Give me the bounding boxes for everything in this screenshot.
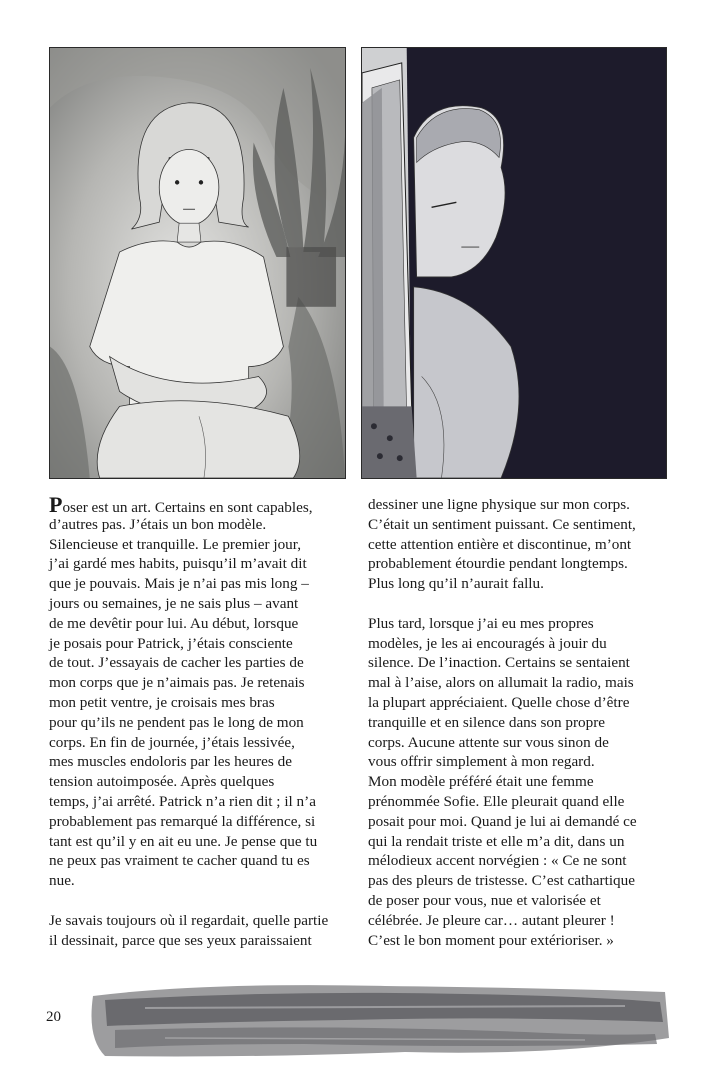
paragraph-line: pas des pleurs de tristesse. C’est cathartique — [368, 872, 635, 890]
paragraph-line: tension autoimposée. Après quelques — [49, 773, 275, 791]
paragraph-line: de me devêtir pour lui. Au début, lorsque — [49, 614, 299, 632]
paragraph-line: Silencieuse et tranquille. Le premier jour, — [49, 535, 302, 553]
paragraph-line: Je savais toujours où il regardait, quelle partie — [49, 911, 329, 929]
ink-brush-stroke — [85, 978, 670, 1060]
paragraph-line: Poser est un art. Certains en sont capables, — [49, 492, 313, 517]
page-number: 20 — [46, 1009, 61, 1025]
paragraph-line: dessiner une ligne physique sur mon corps. — [368, 496, 630, 513]
paragraph-line: d’autres pas. J’étais un bon modèle. — [49, 515, 267, 533]
paragraph-line: célébrée. Je pleure car… autant pleurer ! — [368, 911, 615, 929]
paragraph-line: cette attention entière et discontinue, m’ont — [368, 535, 632, 553]
paragraph-line: prénommée Sofie. Elle pleurait quand elle — [368, 792, 625, 810]
paragraph-line: vous offrir simplement à mon regard. — [368, 753, 595, 771]
paragraph-line: mon corps que je n’aimais pas. Je retenais — [49, 674, 305, 692]
paragraph-line: de tout. J’essayais de cacher les parties de — [49, 654, 304, 672]
paragraph-line: de poser pour vous, nue et valorisée et — [368, 891, 601, 909]
paragraph-line: probablement étourdie pendant longtemps. — [368, 555, 628, 573]
illustration-seated-woman — [49, 47, 346, 479]
paragraph-line: que je pouvais. Mais je n’ai pas mis long – — [49, 575, 309, 593]
man-behind-easel-painting — [362, 48, 666, 478]
text-column-right — [368, 495, 668, 950]
paragraph-line: tant est qu’il y en ait eu une. Je pense que tu — [49, 832, 318, 850]
text-column-left — [49, 492, 349, 950]
paragraph-line: modèles, je les ai encouragés à jouir du — [368, 634, 607, 652]
paragraph-line: Plus tard, lorsque j’ai eu mes propres — [368, 614, 594, 632]
paragraph-line: mes muscles endoloris par les heures de — [49, 753, 292, 771]
paragraph-line: pour qu’ils ne pendent pas le long de mon — [49, 713, 304, 731]
drop-cap: P — [49, 492, 63, 517]
paragraph-line: je posais pour Patrick, j’étais consciente — [49, 634, 293, 652]
paragraph-line: silence. De l’inaction. Certains se sentaient — [368, 654, 630, 672]
paragraph-line: Mon modèle préféré était une femme — [368, 773, 594, 791]
paragraph-line: qui la rendait triste et elle m’a dit, dans un — [368, 832, 625, 850]
paragraph-line: mal à l’aise, alors on allumait la radio, mais — [368, 674, 634, 692]
paragraph-line: nue. — [49, 872, 75, 890]
paragraph-line: jours ou semaines, je ne sais plus – avant — [49, 594, 299, 612]
paragraph-line: C’était un sentiment puissant. Ce sentiment, — [368, 515, 636, 533]
paragraph-line: temps, j’ai arrêté. Patrick n’a rien dit ; il n’a — [49, 792, 316, 810]
paragraph-gap — [368, 594, 668, 614]
seated-woman-painting — [50, 48, 345, 478]
paragraph-line: tranquille et en silence dans son propre — [368, 713, 606, 731]
paragraph-line: il dessinait, parce que ses yeux paraissaient — [49, 931, 312, 949]
paragraph-line: corps. En fin de journée, j’étais lessivée, — [49, 733, 295, 751]
illustration-man-behind-easel — [361, 47, 667, 479]
paragraph-line: posait pour moi. Quand je lui ai demandé ce — [368, 812, 637, 830]
paragraph-line: corps. Aucune attente sur vous sinon de — [368, 733, 609, 751]
paragraph-line: probablement pas remarqué la différence, si — [49, 812, 316, 830]
paragraph-line: j’ai gardé mes habits, puisqu’il m’avait dit — [49, 555, 307, 573]
paragraph-line: la plupart appréciaient. Quelle chose d’être — [368, 693, 630, 711]
paragraph-line: Plus long qu’il n’aurait fallu. — [368, 575, 544, 593]
paragraph-line: C’est le bon moment pour extérioriser. » — [368, 931, 614, 949]
paragraph-gap — [49, 891, 349, 911]
paragraph-line: mon petit ventre, je croisais mes bras — [49, 693, 275, 711]
paragraph-line: mélodieux accent norvégien : « Ce ne sont — [368, 852, 627, 870]
paragraph-line: ne peux pas vraiment te cacher quand tu es — [49, 852, 310, 870]
